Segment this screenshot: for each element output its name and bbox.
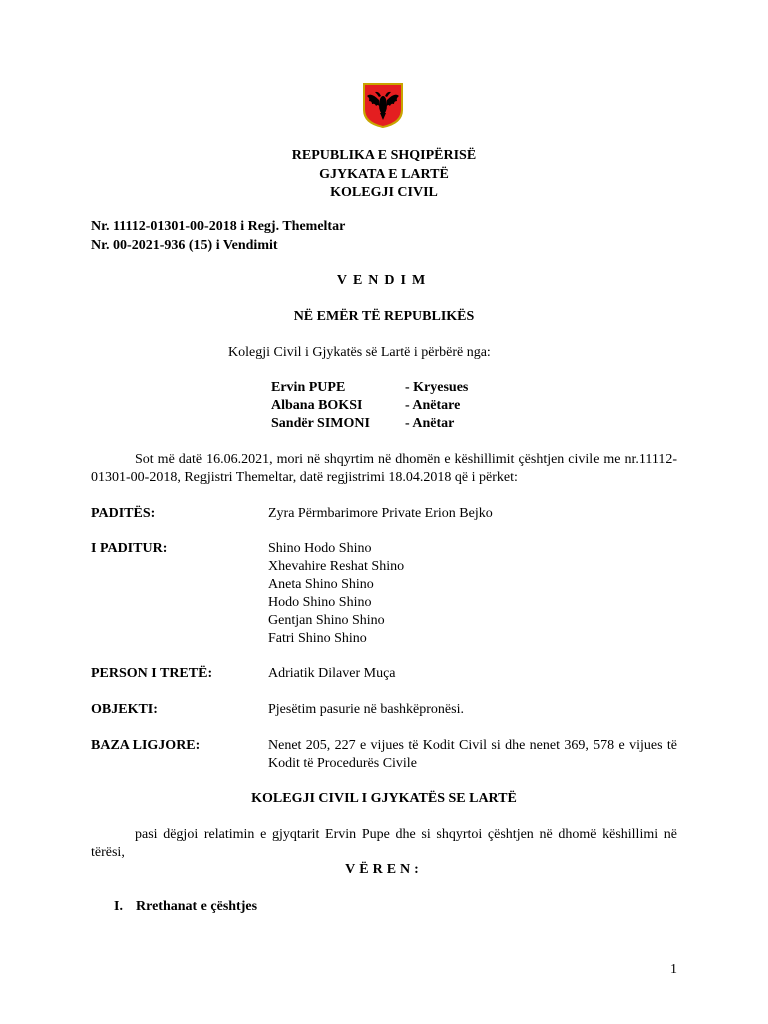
panel-member-role: - Anëtar	[405, 416, 455, 431]
plaintiff-value: Zyra Përmbarimore Private Erion Bejko	[268, 506, 493, 521]
panel-member-name: Albana BOKSI	[271, 398, 363, 413]
intro-paragraph: Sot më datë 16.06.2021, mori në shqyrtim në dhomën e këshillimit çështjen civile me nr.11112-01301-00-2018, Regjistri Themeltar, datë regjistrimi 18.04.2018 që i përket:	[91, 452, 677, 485]
panel-member-name: Sandër SIMONI	[271, 416, 370, 431]
list-item: Fatri Shino Shino	[268, 631, 367, 646]
third-party-value: Adriatik Dilaver Muça	[268, 666, 396, 681]
document-title: VENDIM	[336, 273, 432, 288]
legal-basis-label: BAZA LIGJORE:	[91, 738, 201, 753]
panel-member-role: - Kryesues	[405, 380, 469, 395]
albanian-eagle-emblem-icon	[360, 80, 406, 130]
defendant-list	[268, 540, 404, 648]
list-item: Gentjan Shino Shino	[268, 613, 385, 628]
object-label: OBJEKTI:	[91, 702, 158, 717]
section-heading	[114, 898, 257, 916]
section-title: Rrethanat e çështjes	[136, 899, 258, 914]
list-item: Aneta Shino Shino	[268, 577, 374, 592]
panel-member-role: - Anëtare	[405, 398, 461, 413]
college-heading: KOLEGJI CIVIL I GJYKATËS SE LARTË	[251, 791, 517, 806]
panel-intro: Kolegji Civil i Gjykatës së Lartë i përbërë nga:	[228, 345, 491, 360]
registry-number: Nr. 11112-01301-00-2018 i Regj. Themeltar	[91, 219, 346, 234]
finds-heading: VËREN:	[345, 862, 423, 877]
page-number: 1	[670, 962, 677, 977]
header-college: KOLEGJI CIVIL	[330, 185, 438, 200]
section-number: I.	[114, 899, 123, 914]
legal-basis-value: Nenet 205, 227 e vijues të Kodit Civil si dhe nenet 369, 578 e vijues të Kodit të Procedurës Civile	[268, 738, 677, 771]
defendant-label: I PADITUR:	[91, 541, 168, 556]
list-item: Shino Hodo Shino	[268, 541, 372, 556]
list-item: Xhevahire Reshat Shino	[268, 559, 405, 574]
list-item: Hodo Shino Shino	[268, 595, 372, 610]
third-party-label: PERSON I TRETË:	[91, 666, 213, 681]
plaintiff-label: PADITËS:	[91, 506, 156, 521]
document-subtitle: NË EMËR TË REPUBLIKËS	[293, 309, 475, 324]
object-value: Pjesëtim pasurie në bashkëpronësi.	[268, 702, 464, 717]
hearing-paragraph: pasi dëgjoi relatimin e gjyqtarit Ervin Pupe dhe si shqyrtoi çështjen në dhomë këshillimi në tërësi,	[91, 827, 677, 860]
panel-member-name: Ervin PUPE	[271, 380, 346, 395]
decision-number: Nr. 00-2021-936 (15) i Vendimit	[91, 238, 278, 253]
header-country: REPUBLIKA E SHQIPËRISË	[291, 148, 477, 163]
header-court: GJYKATA E LARTË	[319, 167, 449, 182]
